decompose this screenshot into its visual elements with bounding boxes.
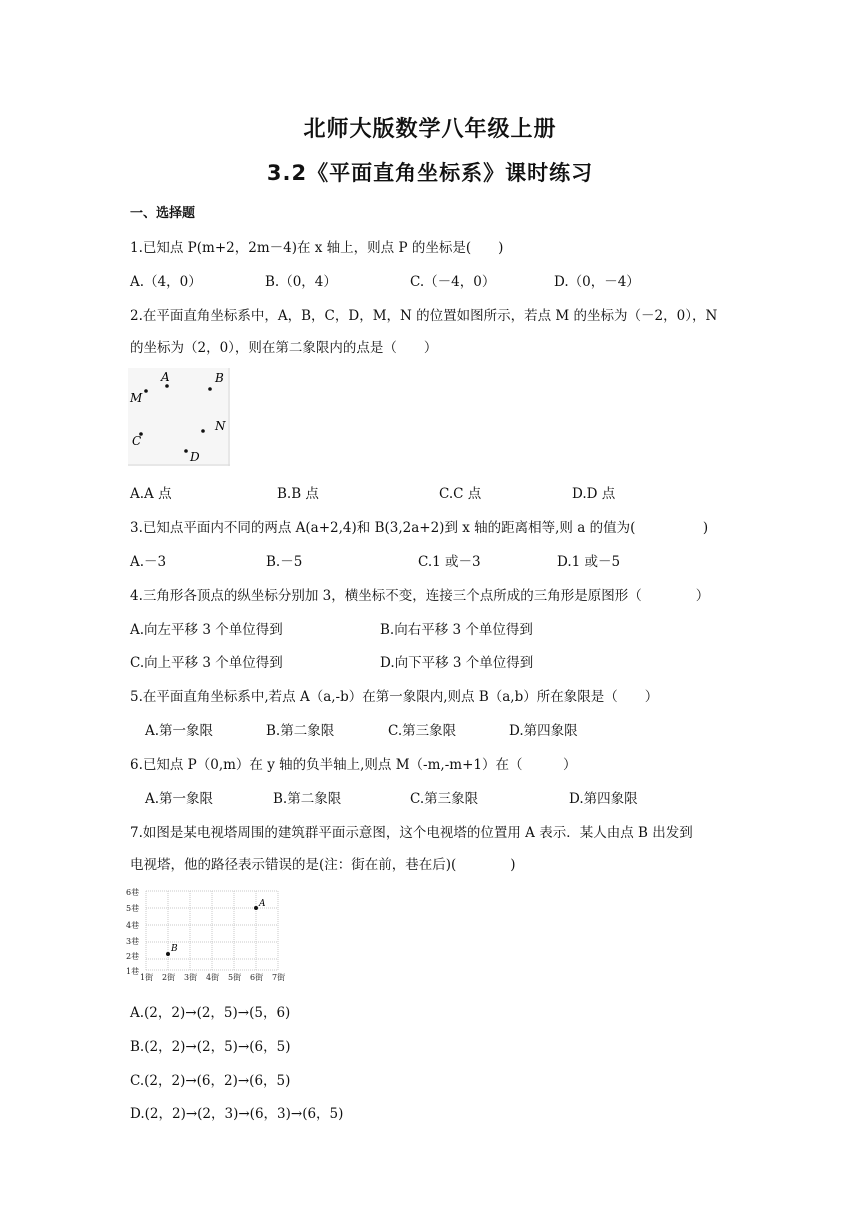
q5-option-a: A.第一象限 [145, 723, 214, 739]
y-label-4: 4巷 [126, 921, 140, 930]
x-label-5: 5街 [228, 973, 242, 982]
point-d-dot [184, 449, 188, 453]
start-label-b: B [171, 944, 178, 954]
x-label-2: 2街 [162, 973, 176, 982]
q7-option-d: D.(2，2)→(2，3)→(6，3)→(6，5) [130, 1106, 344, 1122]
point-b-dot [208, 387, 212, 391]
q7-option-c: C.(2，2)→(6，2)→(6，5) [130, 1073, 291, 1089]
point-a-dot [165, 384, 169, 388]
question-2-stem-line2: 的坐标为（2，0），则在第二象限内的点是（ ） [130, 340, 438, 356]
question-7-stem-line2: 电视塔，他的路径表示错误的是(注：街在前，巷在后)( ) [130, 857, 516, 873]
point-n-dot [201, 429, 205, 433]
question-1-stem: 1.已知点 P(m+2，2m－4)在 x 轴上，则点 P 的坐标是( ) [130, 240, 504, 256]
tower-label-a: A [259, 899, 266, 909]
q7-option-b: B.(2，2)→(2，5)→(6，5) [130, 1039, 291, 1055]
start-point-b [166, 952, 170, 956]
q4-option-b: B.向右平移 3 个单位得到 [380, 622, 533, 638]
point-d-label: D [190, 450, 200, 464]
q3-option-b: B.－5 [266, 554, 303, 570]
point-a-label: A [161, 370, 170, 384]
q5-option-d: D.第四象限 [509, 723, 578, 739]
q2-point-figure [128, 368, 230, 466]
q2-option-a: A.A 点 [130, 486, 172, 502]
tower-point-a [254, 906, 258, 910]
question-4-stem: 4.三角形各顶点的纵坐标分别加 3，横坐标不变，连接三个点所成的三角形是原图形（ ） [130, 588, 710, 604]
q5-option-b: B.第二象限 [266, 723, 335, 739]
q1-option-b: B.（0，4） [265, 274, 337, 290]
page-subtitle: 3.2《平面直角坐标系》课时练习 [266, 161, 594, 185]
question-5-stem: 5.在平面直角坐标系中,若点 A（a,-b）在第一象限内,则点 B（a,b）所在象限是（ ） [130, 689, 659, 705]
question-2-stem-line1: 2.在平面直角坐标系中，A，B，C，D，M，N 的位置如图所示，若点 M 的坐标为（－2，0），N [130, 308, 718, 324]
y-label-1: 1巷 [126, 967, 140, 976]
section-heading: 一、选择题 [130, 206, 196, 221]
q4-option-c: C.向上平移 3 个单位得到 [130, 655, 283, 671]
x-label-6: 6街 [250, 973, 264, 982]
q6-option-c: C.第三象限 [410, 791, 479, 807]
point-b-label: B [215, 371, 224, 385]
q3-option-a: A.－3 [130, 554, 167, 570]
q4-option-d: D.向下平移 3 个单位得到 [380, 655, 534, 671]
y-label-3: 3巷 [126, 937, 140, 946]
q2-option-b: B.B 点 [277, 486, 319, 502]
q3-option-c: C.1 或－3 [418, 554, 481, 570]
q5-option-c: C.第三象限 [388, 723, 457, 739]
question-3-stem: 3.已知点平面内不同的两点 A(a+2,4)和 B(3,2a+2)到 x 轴的距离相等,则 a 的值为( ) [130, 520, 709, 536]
q7-option-a: A.(2，2)→(2，5)→(5，6) [130, 1005, 291, 1021]
q1-option-d: D.（0，－4） [554, 274, 640, 290]
x-label-7: 7街 [272, 973, 286, 982]
x-label-3: 3街 [184, 973, 198, 982]
y-label-5: 5巷 [126, 904, 140, 913]
q4-option-a: A.向左平移 3 个单位得到 [130, 622, 283, 638]
point-n-label: N [215, 419, 226, 433]
q7-grid-figure [126, 886, 292, 984]
page-title: 北师大版数学八年级上册 [303, 117, 557, 142]
point-m-dot [144, 389, 148, 393]
x-label-1: 1街 [140, 973, 154, 982]
y-label-2: 2巷 [126, 952, 140, 961]
q1-option-a: A.（4，0） [130, 274, 202, 290]
question-7-stem-line1: 7.如图是某电视塔周围的建筑群平面示意图，这个电视塔的位置用 A 表示．某人由点 B 出发到 [130, 825, 693, 841]
point-c-label: C [132, 434, 142, 448]
y-label-6: 6巷 [126, 888, 140, 897]
q2-option-d: D.D 点 [572, 486, 616, 502]
q2-option-c: C.C 点 [439, 486, 482, 502]
q6-option-b: B.第二象限 [273, 791, 342, 807]
q3-option-d: D.1 或－5 [557, 554, 621, 570]
q1-option-c: C.（－4，0） [410, 274, 496, 290]
q6-option-a: A.第一象限 [145, 791, 214, 807]
q6-option-d: D.第四象限 [569, 791, 638, 807]
question-6-stem: 6.已知点 P（0,m）在 y 轴的负半轴上,则点 M（-m,-m+1）在（ ） [130, 757, 577, 773]
point-m-label: M [130, 391, 143, 405]
x-label-4: 4街 [206, 973, 220, 982]
